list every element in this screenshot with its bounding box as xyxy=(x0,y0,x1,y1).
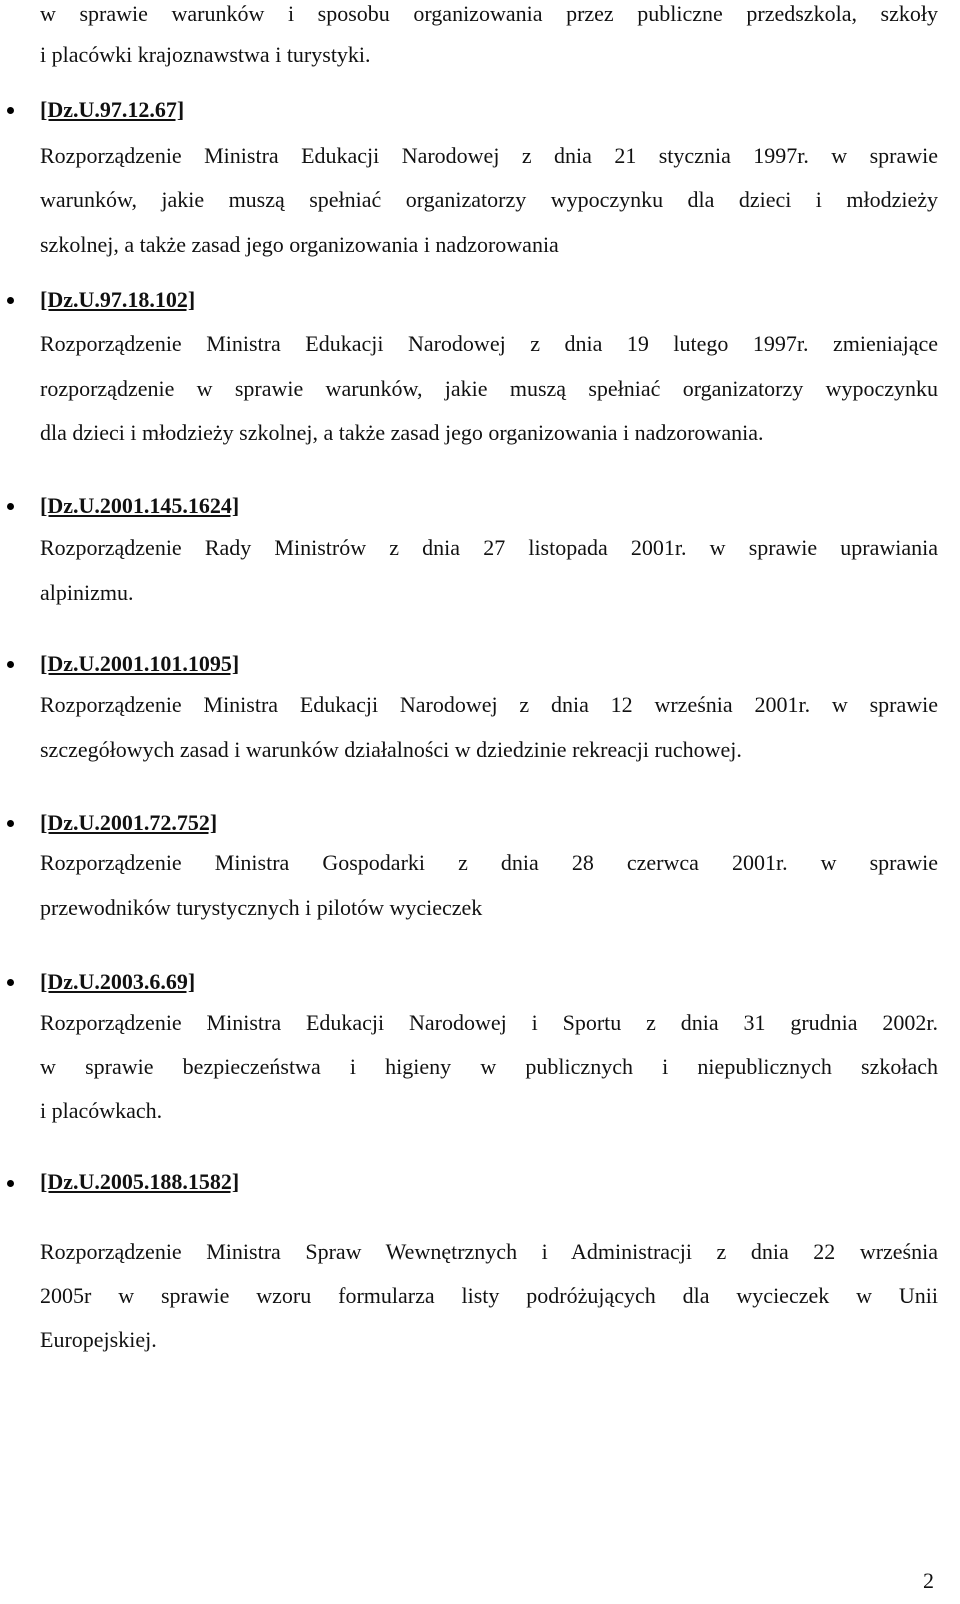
item-text-line: 2005r w sprawie wzoru formularza listy podróżujących dla wycieczek w Unii xyxy=(40,1283,938,1308)
item-text-line: Rozporządzenie Ministra Edukacji Narodowej z dnia 12 września 2001r. w sprawie xyxy=(40,692,938,717)
item-text-line: warunków, jakie muszą spełniać organizatorzy wypoczynku dla dzieci i młodzieży xyxy=(40,187,938,212)
item-text-line: Rozporządzenie Ministra Edukacji Narodowej i Sportu z dnia 31 grudnia 2002r. xyxy=(40,1010,938,1035)
legal-reference: [Dz.U.2005.188.1582] xyxy=(40,1169,240,1194)
bullet-icon xyxy=(7,107,14,114)
legal-reference: [Dz.U.2001.101.1095] xyxy=(40,651,240,676)
legal-reference: [Dz.U.2001.145.1624] xyxy=(40,493,240,518)
item-text-line: Rozporządzenie Ministra Edukacji Narodowej z dnia 19 lutego 1997r. zmieniające xyxy=(40,331,938,356)
item-text-line: w sprawie bezpieczeństwa i higieny w publicznych i niepublicznych szkołach xyxy=(40,1054,938,1079)
item-text-line: Rozporządzenie Rady Ministrów z dnia 27 listopada 2001r. w sprawie uprawiania xyxy=(40,535,938,560)
item-text-line: Europejskiej. xyxy=(40,1327,157,1352)
item-text-line: przewodników turystycznych i pilotów wycieczek xyxy=(40,895,483,920)
bullet-icon xyxy=(7,1180,14,1187)
legal-reference: [Dz.U.2003.6.69] xyxy=(40,969,196,994)
item-text-line: szczegółowych zasad i warunków działalności w dziedzinie rekreacji ruchowej. xyxy=(40,737,742,762)
bullet-icon xyxy=(7,297,14,304)
item-text-line: Rozporządzenie Ministra Edukacji Narodowej z dnia 21 stycznia 1997r. w sprawie xyxy=(40,143,938,168)
page-number: 2 xyxy=(923,1568,934,1593)
item-text-line: rozporządzenie w sprawie warunków, jakie muszą spełniać organizatorzy wypoczynku xyxy=(40,376,938,401)
item-text-line: dla dzieci i młodzieży szkolnej, a także zasad jego organizowania i nadzorowania. xyxy=(40,420,764,445)
bullet-icon xyxy=(7,820,14,827)
item-text-line: Rozporządzenie Ministra Gospodarki z dnia 28 czerwca 2001r. w sprawie xyxy=(40,850,938,875)
item-text-line: szkolnej, a także zasad jego organizowania i nadzorowania xyxy=(40,232,559,257)
bullet-icon xyxy=(7,979,14,986)
legal-reference: [Dz.U.97.12.67] xyxy=(40,97,185,122)
bullet-icon xyxy=(7,503,14,510)
item-text-line: alpinizmu. xyxy=(40,580,134,605)
item-text-line: Rozporządzenie Ministra Spraw Wewnętrznych i Administracji z dnia 22 września xyxy=(40,1239,938,1264)
intro-line: w sprawie warunków i sposobu organizowania przez publiczne przedszkola, szkoły xyxy=(40,1,938,26)
legal-reference: [Dz.U.97.18.102] xyxy=(40,287,196,312)
legal-reference: [Dz.U.2001.72.752] xyxy=(40,810,218,835)
bullet-icon xyxy=(7,661,14,668)
intro-line: i placówki krajoznawstwa i turystyki. xyxy=(40,42,371,67)
item-text-line: i placówkach. xyxy=(40,1098,163,1123)
